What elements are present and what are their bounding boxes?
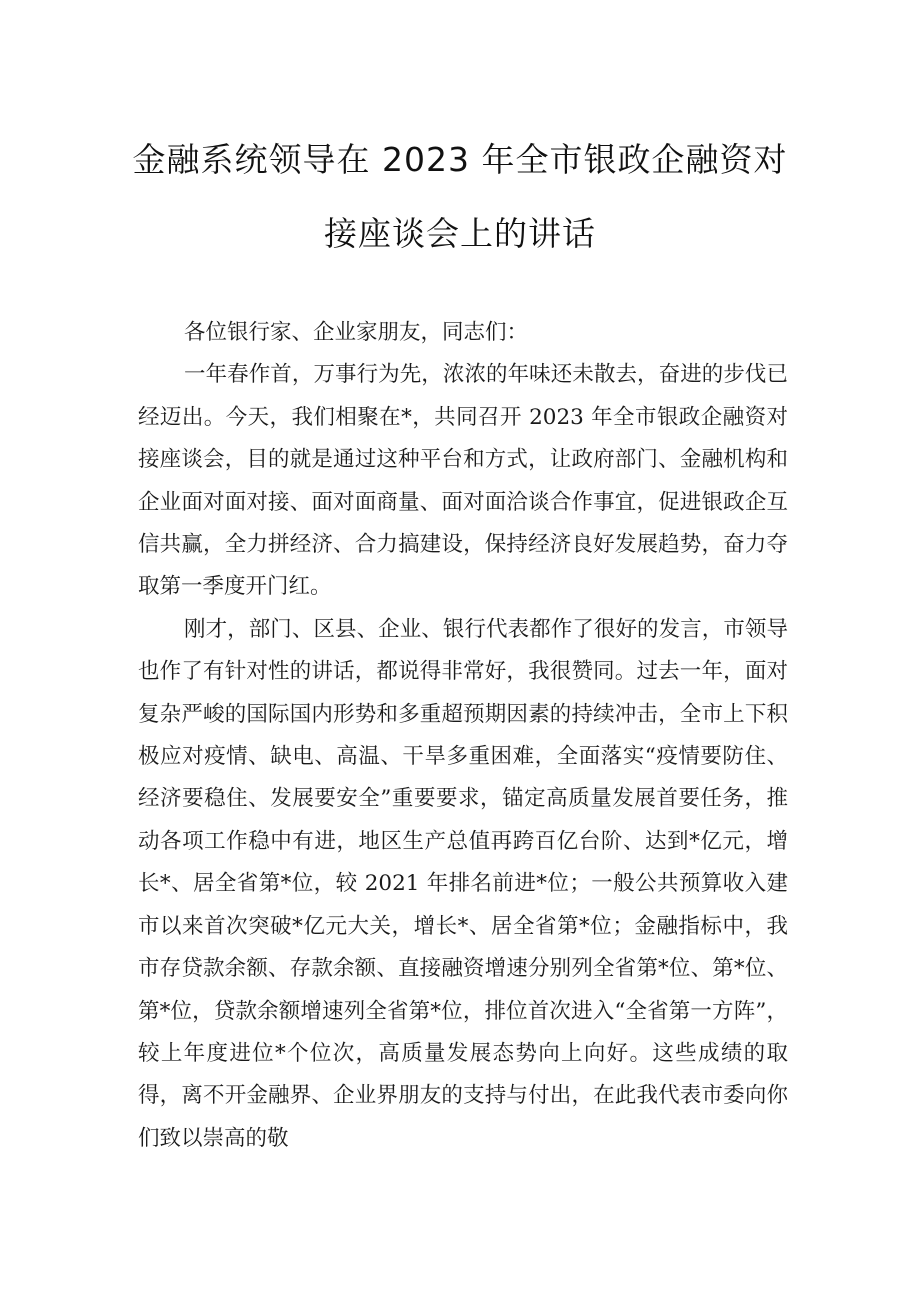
salutation-paragraph: 各位银行家、企业家朋友，同志们： [184, 320, 529, 345]
document-body [138, 312, 788, 1160]
document-title-line-2: 接座谈会上的讲话 [324, 214, 596, 253]
document-title-line-1: 金融系统领导在 2023 年全市银政企融资对 [132, 140, 788, 179]
body-paragraph-1: 一年春作首，万事行为先，浓浓的年味还未散去，奋进的步伐已经迈出。今天，我们相聚在*，共同召开 2023 年全市银政企融资对接座谈会，目的就是通过这种平台和方式，让政府部门、金融机构和企业面对面对接、面对面商量、面对面洽谈合作事宜，促进银政企互信共赢，全力拼经济、合力搞建设，保持经济良好发展趋势，奋力夺取第一季度开门红。 [138, 362, 788, 600]
body-paragraph-2: 刚才，部门、区县、企业、银行代表都作了很好的发言，市领导也作了有针对性的讲话，都说得非常好，我很赞同。过去一年，面对复杂严峻的国际国内形势和多重超预期因素的持续冲击，全市上下积极应对疫情、缺电、高温、干旱多重困难，全面落实“疫情要防住、经济要稳住、发展要安全”重要要求，锚定高质量发展首要任务，推动各项工作稳中有进，地区生产总值再跨百亿台阶、达到*亿元，增长*、居全省第*位，较 2021 年排名前进*位；一般公共预算收入建市以来首次突破*亿元大关，增长*、居全省第*位；金融指标中，我市存贷款余额、存款余额、直接融资增速分别列全省第*位、第*位、第*位，贷款余额增速列全省第*位，排位首次进入“全省第一方阵”，较上年度进位*个位次，高质量发展态势向上向好。这些成绩的取得，离不开金融界、企业界朋友的支持与付出，在此我代表市委向你们致以崇高的敬 [138, 616, 788, 1151]
